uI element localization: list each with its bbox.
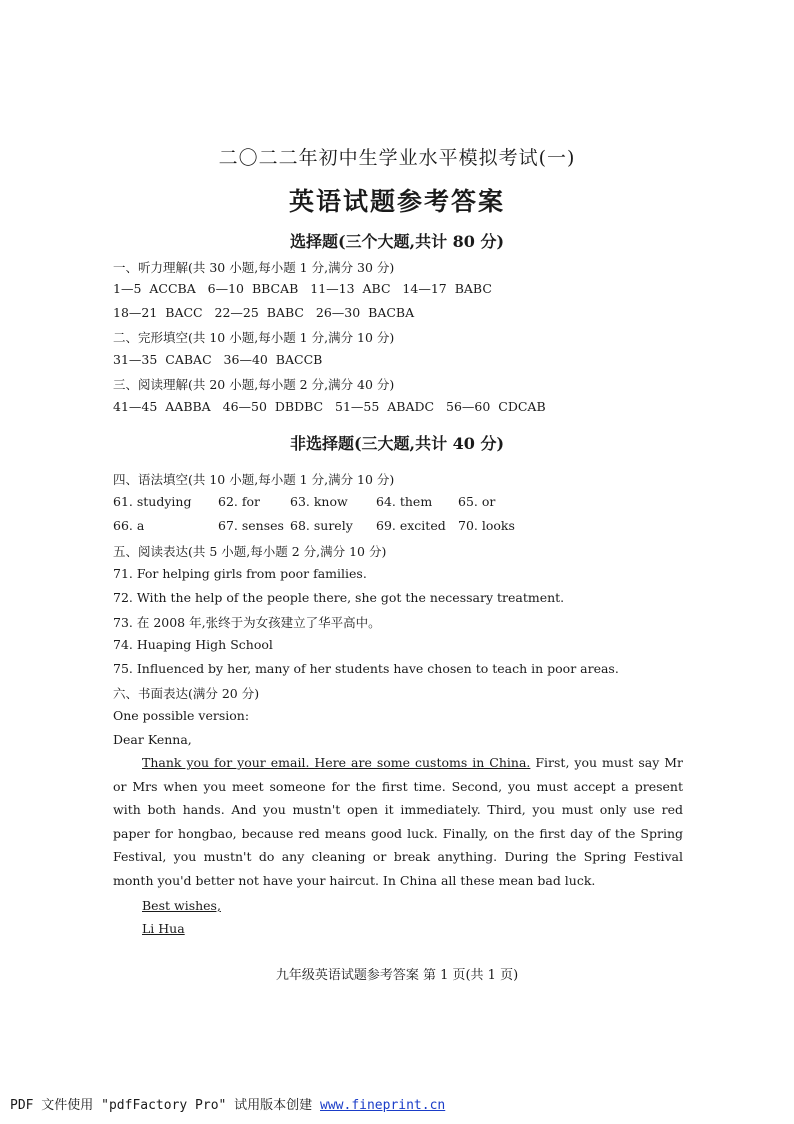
grammar-answer-69: 69. excited — [376, 518, 446, 533]
document-title: 英语试题参考答案 — [288, 187, 505, 216]
cloze-answers-row: 31—35 CABAC 36—40 BACCB — [113, 352, 323, 367]
answer-74: 74. Huaping High School — [113, 637, 273, 652]
grammar-answer-64: 64. them — [376, 494, 433, 509]
page-footer: 九年级英语试题参考答案 第 1 页(共 1 页) — [275, 968, 519, 983]
cloze-heading: 二、完形填空(共 10 小题,每小题 1 分,满分 10 分) — [113, 330, 395, 345]
letter-body-text: First, you must say Mr or Mrs when you meet someone for the first time. Second, you must accept a present with both hands. And you mustn't open it immediately. Third, you must only use red paper for hongbao, because red means good luck. Finally, on the first day of the Spring Festival, you mustn't do any cleaning or break anything. During the Spring Festival month you'd better not have your haircut. In China all these mean bad luck. — [113, 755, 684, 888]
grammar-answer-68: 68. surely — [290, 518, 353, 533]
answer-73: 73. 在 2008 年,张终于为女孩建立了华平高中。 — [113, 615, 381, 630]
grammar-answer-61: 61. studying — [113, 494, 192, 509]
part2-title: 非选择题(三大题,共计 40 分) — [289, 434, 505, 453]
writing-intro: One possible version: — [113, 708, 250, 723]
part1-title: 选择题(三个大题,共计 80 分) — [289, 232, 505, 251]
grammar-answer-70: 70. looks — [458, 518, 515, 533]
grammar-heading: 四、语法填空(共 10 小题,每小题 1 分,满分 10 分) — [113, 472, 395, 487]
exam-title: 二〇二二年初中生学业水平模拟考试(一) — [218, 147, 576, 169]
reading-expression-heading: 五、阅读表达(共 5 小题,每小题 2 分,满分 10 分) — [113, 544, 387, 559]
listening-answers-row-1: 1—5 ACCBA 6—10 BBCAB 11—13 ABC 14—17 BABC — [113, 281, 492, 296]
answer-72: 72. With the help of the people there, she got the necessary treatment. — [113, 590, 565, 605]
letter-signature: Li Hua — [142, 921, 185, 936]
grammar-answer-65: 65. or — [458, 494, 496, 509]
fineprint-link[interactable]: www.fineprint.cn — [320, 1098, 446, 1113]
grammar-answer-63: 63. know — [290, 494, 348, 509]
letter-closing: Best wishes, — [142, 898, 221, 913]
pdf-note-text: PDF 文件使用 "pdfFactory Pro" 试用版本创建 — [10, 1098, 321, 1113]
letter-salutation: Dear Kenna, — [113, 732, 192, 747]
grammar-answer-62: 62. for — [218, 494, 260, 509]
reading-heading: 三、阅读理解(共 20 小题,每小题 2 分,满分 40 分) — [113, 377, 395, 392]
answer-75: 75. Influenced by her, many of her students have chosen to teach in poor areas. — [113, 661, 619, 676]
pdf-creator-note — [10, 1094, 445, 1113]
letter-body — [113, 751, 683, 893]
listening-heading: 一、听力理解(共 30 小题,每小题 1 分,满分 30 分) — [113, 260, 395, 275]
reading-answers-row: 41—45 AABBA 46—50 DBDBC 51—55 ABADC 56—60 CDCAB — [113, 399, 546, 414]
listening-answers-row-2: 18—21 BACC 22—25 BABC 26—30 BACBA — [113, 305, 415, 320]
writing-heading: 六、书面表达(满分 20 分) — [113, 686, 260, 701]
grammar-answer-66: 66. a — [113, 518, 145, 533]
answer-71: 71. For helping girls from poor families. — [113, 566, 367, 581]
letter-underlined-sentence: Thank you for your email. Here are some customs in China. — [142, 755, 531, 770]
grammar-answer-67: 67. senses — [218, 518, 284, 533]
